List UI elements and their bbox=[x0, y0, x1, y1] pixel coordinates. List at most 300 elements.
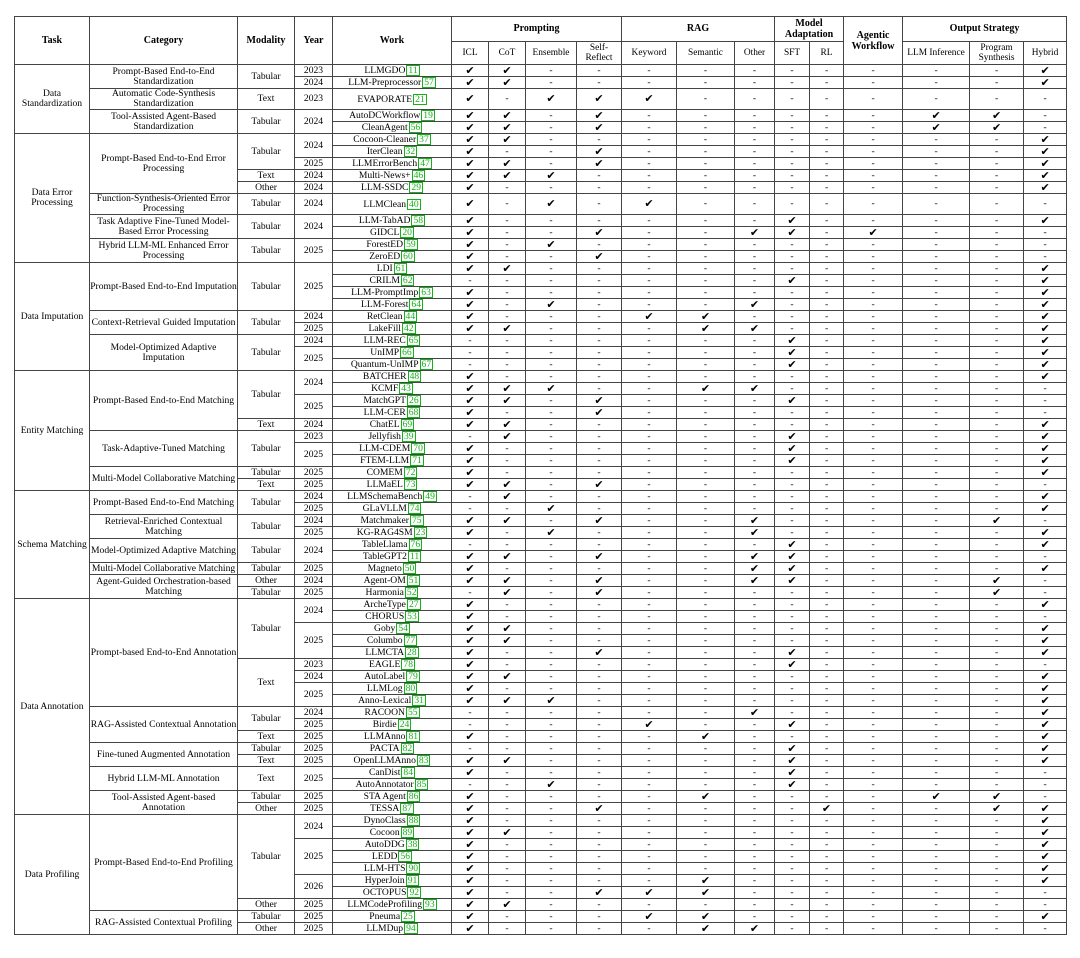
year-cell: 2025 bbox=[295, 911, 333, 923]
mark-sft: - bbox=[775, 527, 810, 539]
mark-hybrid: ✔ bbox=[1024, 911, 1067, 923]
work-name: CRILM bbox=[369, 275, 400, 286]
mark-keyword: - bbox=[622, 575, 677, 587]
mark-hybrid: - bbox=[1024, 407, 1067, 419]
work-cell bbox=[333, 299, 452, 311]
modality-cell: Tabular bbox=[238, 65, 295, 89]
mark-self-reflect: - bbox=[577, 467, 622, 479]
mark-other: - bbox=[735, 347, 775, 359]
mark-program-synthesis: - bbox=[970, 479, 1024, 491]
mark-rl: - bbox=[810, 779, 844, 791]
mark-hybrid: ✔ bbox=[1024, 77, 1067, 89]
work-cell bbox=[333, 77, 452, 89]
mark-cot: - bbox=[489, 815, 526, 827]
mark-llm-inference: - bbox=[903, 587, 970, 599]
mark-rl: - bbox=[810, 170, 844, 182]
mark-sft: ✔ bbox=[775, 395, 810, 407]
mark-sft: - bbox=[775, 170, 810, 182]
mark-other: - bbox=[735, 194, 775, 215]
mark-program-synthesis: - bbox=[970, 65, 1024, 77]
mark-llm-inference: - bbox=[903, 719, 970, 731]
mark-rl: - bbox=[810, 347, 844, 359]
mark-keyword: - bbox=[622, 707, 677, 719]
category-cell: Automatic Code-Synthesis Standardization bbox=[90, 89, 238, 110]
work-name: LLMAnno bbox=[363, 731, 406, 742]
mark-keyword: - bbox=[622, 65, 677, 77]
mark-semantic: - bbox=[677, 623, 735, 635]
mark-self-reflect: - bbox=[577, 419, 622, 431]
mark-sft: - bbox=[775, 311, 810, 323]
table-row bbox=[15, 815, 1067, 827]
mark-semantic: ✔ bbox=[677, 731, 735, 743]
mark-icl: ✔ bbox=[452, 251, 489, 263]
modality-cell: Tabular bbox=[238, 599, 295, 659]
mark-program-synthesis: - bbox=[970, 755, 1024, 767]
mark-rl: - bbox=[810, 875, 844, 887]
mark-icl: - bbox=[452, 491, 489, 503]
mark-program-synthesis: - bbox=[970, 899, 1024, 911]
mark-self-reflect: - bbox=[577, 215, 622, 227]
mark-self-reflect: - bbox=[577, 611, 622, 623]
year-cell: 2024 bbox=[295, 575, 333, 587]
mark-ensemble: - bbox=[526, 611, 577, 623]
category-cell: Prompt-based End-to-End Annotation bbox=[90, 599, 238, 707]
mark-icl: ✔ bbox=[452, 803, 489, 815]
mark-llm-inference: - bbox=[903, 239, 970, 251]
mark-sft: - bbox=[775, 671, 810, 683]
table-row bbox=[15, 467, 1067, 479]
mark-semantic: - bbox=[677, 335, 735, 347]
mark-agentic: - bbox=[844, 815, 903, 827]
mark-ensemble: ✔ bbox=[526, 527, 577, 539]
mark-semantic: - bbox=[677, 134, 735, 146]
mark-hybrid: ✔ bbox=[1024, 743, 1067, 755]
mark-ensemble: ✔ bbox=[526, 383, 577, 395]
mark-program-synthesis: - bbox=[970, 323, 1024, 335]
mark-program-synthesis: ✔ bbox=[970, 791, 1024, 803]
mark-cot: - bbox=[489, 923, 526, 935]
year-cell: 2025 bbox=[295, 623, 333, 659]
mark-keyword: - bbox=[622, 791, 677, 803]
mark-keyword: - bbox=[622, 170, 677, 182]
mark-ensemble: - bbox=[526, 122, 577, 134]
mark-other: - bbox=[735, 635, 775, 647]
mark-sft: - bbox=[775, 503, 810, 515]
mark-program-synthesis: - bbox=[970, 407, 1024, 419]
mark-cot: - bbox=[489, 182, 526, 194]
mark-agentic: - bbox=[844, 539, 903, 551]
mark-hybrid: ✔ bbox=[1024, 875, 1067, 887]
citation-ref: 55 bbox=[407, 707, 418, 718]
modality-cell: Text bbox=[238, 659, 295, 707]
work-cell bbox=[333, 251, 452, 263]
mark-sft: - bbox=[775, 887, 810, 899]
modality-cell: Tabular bbox=[238, 431, 295, 467]
work-name: LDI bbox=[376, 263, 393, 274]
year-cell: 2025 bbox=[295, 323, 333, 335]
work-cell bbox=[333, 122, 452, 134]
modality-cell: Tabular bbox=[238, 539, 295, 563]
mark-cot: - bbox=[489, 659, 526, 671]
mark-hybrid: - bbox=[1024, 383, 1067, 395]
mark-llm-inference: - bbox=[903, 455, 970, 467]
header-col-keyword: Keyword bbox=[622, 42, 677, 65]
work-cell bbox=[333, 194, 452, 215]
mark-rl: - bbox=[810, 323, 844, 335]
mark-rl: - bbox=[810, 707, 844, 719]
year-cell: 2024 bbox=[295, 671, 333, 683]
mark-icl: ✔ bbox=[452, 515, 489, 527]
mark-llm-inference: - bbox=[903, 134, 970, 146]
mark-keyword: - bbox=[622, 623, 677, 635]
year-cell: 2024 bbox=[295, 134, 333, 158]
mark-other: - bbox=[735, 779, 775, 791]
mark-icl: ✔ bbox=[452, 419, 489, 431]
mark-rl: - bbox=[810, 122, 844, 134]
mark-rl: - bbox=[810, 239, 844, 251]
mark-sft: ✔ bbox=[775, 431, 810, 443]
modality-cell: Tabular bbox=[238, 311, 295, 335]
mark-rl: - bbox=[810, 77, 844, 89]
mark-keyword: - bbox=[622, 899, 677, 911]
work-cell bbox=[333, 89, 452, 110]
mark-other: - bbox=[735, 479, 775, 491]
mark-icl: ✔ bbox=[452, 467, 489, 479]
mark-sft: - bbox=[775, 695, 810, 707]
mark-keyword: - bbox=[622, 335, 677, 347]
mark-icl: ✔ bbox=[452, 659, 489, 671]
year-cell: 2024 bbox=[295, 335, 333, 347]
mark-hybrid: ✔ bbox=[1024, 455, 1067, 467]
mark-cot: - bbox=[489, 911, 526, 923]
mark-semantic: - bbox=[677, 719, 735, 731]
mark-keyword: - bbox=[622, 275, 677, 287]
mark-semantic: - bbox=[677, 170, 735, 182]
mark-self-reflect: - bbox=[577, 743, 622, 755]
mark-cot: ✔ bbox=[489, 323, 526, 335]
mark-sft: ✔ bbox=[775, 755, 810, 767]
mark-rl: - bbox=[810, 539, 844, 551]
mark-ensemble: - bbox=[526, 683, 577, 695]
header-col-cot: CoT bbox=[489, 42, 526, 65]
work-cell bbox=[333, 323, 452, 335]
table-row bbox=[15, 431, 1067, 443]
mark-ensemble: - bbox=[526, 407, 577, 419]
citation-ref: 38 bbox=[407, 839, 418, 850]
modality-cell: Tabular bbox=[238, 239, 295, 263]
mark-llm-inference: - bbox=[903, 827, 970, 839]
mark-keyword: - bbox=[622, 863, 677, 875]
mark-sft: - bbox=[775, 467, 810, 479]
modality-cell: Tabular bbox=[238, 791, 295, 803]
mark-semantic: - bbox=[677, 122, 735, 134]
mark-keyword: ✔ bbox=[622, 89, 677, 110]
mark-llm-inference: ✔ bbox=[903, 122, 970, 134]
work-name: EAGLE bbox=[368, 659, 401, 670]
work-cell bbox=[333, 695, 452, 707]
mark-other: - bbox=[735, 611, 775, 623]
mark-ensemble: - bbox=[526, 623, 577, 635]
mark-agentic: - bbox=[844, 683, 903, 695]
mark-program-synthesis: - bbox=[970, 695, 1024, 707]
mark-program-synthesis: ✔ bbox=[970, 110, 1024, 122]
mark-program-synthesis: ✔ bbox=[970, 122, 1024, 134]
table-row bbox=[15, 599, 1067, 611]
work-cell bbox=[333, 791, 452, 803]
mark-rl: - bbox=[810, 335, 844, 347]
mark-icl: ✔ bbox=[452, 827, 489, 839]
work-name: STA Agent bbox=[363, 791, 406, 802]
mark-llm-inference: - bbox=[903, 611, 970, 623]
mark-hybrid: ✔ bbox=[1024, 731, 1067, 743]
work-cell bbox=[333, 287, 452, 299]
mark-program-synthesis: - bbox=[970, 347, 1024, 359]
mark-agentic: - bbox=[844, 503, 903, 515]
mark-icl: ✔ bbox=[452, 146, 489, 158]
header-year: Year bbox=[295, 17, 333, 65]
mark-rl: - bbox=[810, 89, 844, 110]
mark-keyword: - bbox=[622, 695, 677, 707]
mark-keyword: - bbox=[622, 407, 677, 419]
year-cell: 2024 bbox=[295, 539, 333, 563]
mark-semantic: - bbox=[677, 767, 735, 779]
table-row bbox=[15, 371, 1067, 383]
mark-keyword: - bbox=[622, 731, 677, 743]
mark-rl: - bbox=[810, 311, 844, 323]
mark-hybrid: - bbox=[1024, 515, 1067, 527]
mark-icl: ✔ bbox=[452, 134, 489, 146]
mark-agentic: - bbox=[844, 911, 903, 923]
mark-cot: - bbox=[489, 863, 526, 875]
work-cell bbox=[333, 911, 452, 923]
mark-other: - bbox=[735, 899, 775, 911]
mark-keyword: - bbox=[622, 491, 677, 503]
work-name: EVAPORATE bbox=[357, 93, 413, 105]
mark-other: - bbox=[735, 803, 775, 815]
mark-other: - bbox=[735, 263, 775, 275]
work-cell bbox=[333, 575, 452, 587]
modality-cell: Text bbox=[238, 479, 295, 491]
mark-rl: - bbox=[810, 515, 844, 527]
mark-other: - bbox=[735, 767, 775, 779]
work-cell bbox=[333, 419, 452, 431]
mark-program-synthesis: - bbox=[970, 77, 1024, 89]
mark-sft: ✔ bbox=[775, 719, 810, 731]
mark-agentic: - bbox=[844, 719, 903, 731]
work-name: LLM-TabAD bbox=[358, 215, 411, 226]
year-cell: 2025 bbox=[295, 347, 333, 371]
mark-ensemble: - bbox=[526, 575, 577, 587]
mark-self-reflect: ✔ bbox=[577, 887, 622, 899]
work-cell bbox=[333, 743, 452, 755]
mark-hybrid: ✔ bbox=[1024, 134, 1067, 146]
modality-cell: Tabular bbox=[238, 911, 295, 923]
mark-llm-inference: - bbox=[903, 887, 970, 899]
mark-self-reflect: - bbox=[577, 635, 622, 647]
mark-cot: - bbox=[489, 887, 526, 899]
header-agentic-workflow: Agentic Workflow bbox=[844, 17, 903, 65]
mark-hybrid: ✔ bbox=[1024, 695, 1067, 707]
mark-semantic: - bbox=[677, 647, 735, 659]
task-cell: Data Profiling bbox=[15, 815, 90, 935]
mark-rl: - bbox=[810, 671, 844, 683]
mark-other: - bbox=[735, 827, 775, 839]
mark-program-synthesis: - bbox=[970, 371, 1024, 383]
mark-self-reflect: - bbox=[577, 767, 622, 779]
mark-self-reflect: - bbox=[577, 899, 622, 911]
mark-program-synthesis: - bbox=[970, 911, 1024, 923]
year-cell: 2025 bbox=[295, 395, 333, 419]
work-cell bbox=[333, 146, 452, 158]
mark-llm-inference: - bbox=[903, 371, 970, 383]
mark-sft: - bbox=[775, 65, 810, 77]
mark-program-synthesis: - bbox=[970, 839, 1024, 851]
mark-hybrid: ✔ bbox=[1024, 671, 1067, 683]
mark-sft: ✔ bbox=[775, 551, 810, 563]
mark-cot: - bbox=[489, 599, 526, 611]
mark-other: ✔ bbox=[735, 323, 775, 335]
mark-ensemble: - bbox=[526, 827, 577, 839]
mark-agentic: - bbox=[844, 263, 903, 275]
citation-ref: 28 bbox=[407, 647, 417, 658]
mark-sft: ✔ bbox=[775, 359, 810, 371]
mark-semantic: - bbox=[677, 239, 735, 251]
mark-semantic: - bbox=[677, 89, 735, 110]
mark-sft: ✔ bbox=[775, 227, 810, 239]
citation-ref: 70 bbox=[413, 443, 423, 454]
mark-sft: ✔ bbox=[775, 443, 810, 455]
mark-rl: - bbox=[810, 755, 844, 767]
mark-program-synthesis: - bbox=[970, 683, 1024, 695]
work-name: ArcheType bbox=[363, 599, 406, 610]
mark-cot: ✔ bbox=[489, 170, 526, 182]
citation-ref: 29 bbox=[411, 182, 422, 193]
mark-llm-inference: - bbox=[903, 527, 970, 539]
mark-icl: ✔ bbox=[452, 287, 489, 299]
category-cell: Multi-Model Collaborative Matching bbox=[90, 467, 238, 491]
category-cell: Task Adaptive Fine-Tuned Model-Based Error Processing bbox=[90, 215, 238, 239]
mark-cot: - bbox=[489, 779, 526, 791]
mark-agentic: ✔ bbox=[844, 227, 903, 239]
mark-sft: - bbox=[775, 731, 810, 743]
mark-cot: ✔ bbox=[489, 635, 526, 647]
mark-keyword: - bbox=[622, 755, 677, 767]
mark-program-synthesis: - bbox=[970, 89, 1024, 110]
mark-hybrid: ✔ bbox=[1024, 311, 1067, 323]
work-name: ChatEL bbox=[369, 419, 400, 430]
mark-hybrid: - bbox=[1024, 110, 1067, 122]
mark-rl: - bbox=[810, 743, 844, 755]
mark-cot: ✔ bbox=[489, 491, 526, 503]
work-name: GLaVLLM bbox=[362, 503, 407, 514]
mark-other: - bbox=[735, 431, 775, 443]
mark-ensemble: - bbox=[526, 803, 577, 815]
mark-sft: - bbox=[775, 194, 810, 215]
mark-self-reflect: - bbox=[577, 182, 622, 194]
mark-sft: ✔ bbox=[775, 743, 810, 755]
mark-icl: ✔ bbox=[452, 791, 489, 803]
modality-cell: Other bbox=[238, 899, 295, 911]
citation-ref: 76 bbox=[410, 539, 421, 550]
mark-ensemble: - bbox=[526, 287, 577, 299]
mark-llm-inference: - bbox=[903, 515, 970, 527]
modality-cell: Text bbox=[238, 755, 295, 767]
citation-ref: 75 bbox=[411, 515, 422, 526]
citation-ref: 90 bbox=[408, 863, 419, 874]
mark-agentic: - bbox=[844, 239, 903, 251]
mark-program-synthesis: - bbox=[970, 491, 1024, 503]
work-cell bbox=[333, 851, 452, 863]
mark-cot: - bbox=[489, 611, 526, 623]
mark-llm-inference: - bbox=[903, 491, 970, 503]
mark-other: - bbox=[735, 251, 775, 263]
task-cell: Data Error Processing bbox=[15, 134, 90, 263]
mark-semantic: ✔ bbox=[677, 383, 735, 395]
mark-llm-inference: - bbox=[903, 755, 970, 767]
mark-rl: - bbox=[810, 407, 844, 419]
mark-keyword: - bbox=[622, 527, 677, 539]
mark-icl: ✔ bbox=[452, 563, 489, 575]
mark-agentic: - bbox=[844, 887, 903, 899]
mark-keyword: - bbox=[622, 743, 677, 755]
work-cell bbox=[333, 779, 452, 791]
mark-icl: - bbox=[452, 275, 489, 287]
mark-rl: - bbox=[810, 623, 844, 635]
mark-semantic: - bbox=[677, 251, 735, 263]
mark-cot: - bbox=[489, 683, 526, 695]
modality-cell: Tabular bbox=[238, 371, 295, 419]
mark-sft: - bbox=[775, 599, 810, 611]
mark-ensemble: ✔ bbox=[526, 194, 577, 215]
mark-semantic: - bbox=[677, 359, 735, 371]
mark-keyword: - bbox=[622, 515, 677, 527]
citation-ref: 20 bbox=[402, 227, 412, 238]
mark-other: ✔ bbox=[735, 515, 775, 527]
mark-semantic: - bbox=[677, 707, 735, 719]
work-name: AutoDCWorkflow bbox=[349, 110, 421, 121]
mark-hybrid: ✔ bbox=[1024, 158, 1067, 170]
mark-agentic: - bbox=[844, 395, 903, 407]
mark-keyword: - bbox=[622, 146, 677, 158]
modality-cell: Other bbox=[238, 575, 295, 587]
header-model-adaptation: Model Adaptation bbox=[775, 17, 844, 42]
mark-hybrid: - bbox=[1024, 551, 1067, 563]
year-cell: 2024 bbox=[295, 77, 333, 89]
citation-ref: 39 bbox=[403, 431, 414, 442]
mark-semantic: - bbox=[677, 287, 735, 299]
table-row bbox=[15, 707, 1067, 719]
mark-agentic: - bbox=[844, 611, 903, 623]
mark-agentic: - bbox=[844, 695, 903, 707]
mark-agentic: - bbox=[844, 491, 903, 503]
mark-agentic: - bbox=[844, 311, 903, 323]
work-cell bbox=[333, 170, 452, 182]
work-cell bbox=[333, 539, 452, 551]
mark-llm-inference: - bbox=[903, 779, 970, 791]
citation-ref: 53 bbox=[407, 611, 417, 622]
mark-cot: ✔ bbox=[489, 755, 526, 767]
mark-icl: ✔ bbox=[452, 455, 489, 467]
mark-llm-inference: - bbox=[903, 923, 970, 935]
mark-icl: ✔ bbox=[452, 170, 489, 182]
mark-rl: - bbox=[810, 599, 844, 611]
work-cell bbox=[333, 731, 452, 743]
mark-cot: - bbox=[489, 647, 526, 659]
mark-self-reflect: - bbox=[577, 791, 622, 803]
mark-semantic: - bbox=[677, 839, 735, 851]
mark-icl: ✔ bbox=[452, 875, 489, 887]
mark-hybrid: ✔ bbox=[1024, 491, 1067, 503]
